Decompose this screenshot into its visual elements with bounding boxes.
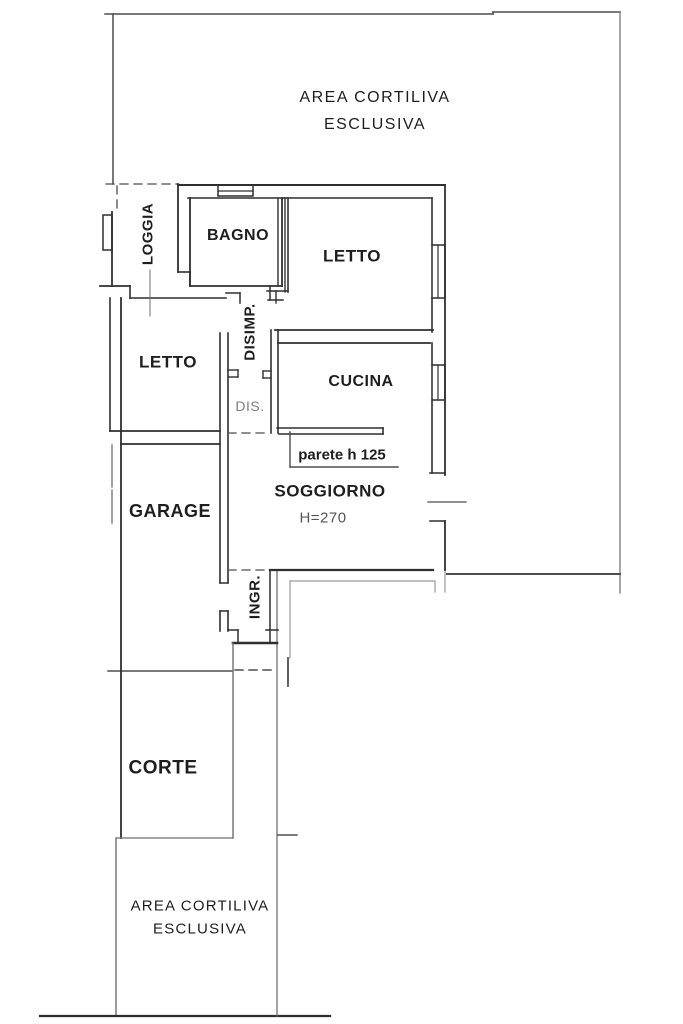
label-corte: CORTE (128, 757, 198, 779)
label-disimpegno: DISIMP. (241, 303, 259, 361)
label-area-cortiliva-bottom-2: ESCLUSIVA (153, 920, 247, 938)
label-area-cortiliva-bottom-1: AREA CORTILIVA (130, 897, 270, 915)
label-dis: DIS. (235, 398, 265, 414)
label-letto-nord: LETTO (323, 246, 381, 266)
label-loggia: LOGGIA (139, 202, 157, 266)
label-ingresso: INGR. (246, 574, 264, 620)
label-altezza-h270: H=270 (299, 509, 347, 527)
label-bagno: BAGNO (206, 227, 270, 244)
label-garage: GARAGE (128, 501, 212, 521)
label-cucina: CUCINA (328, 373, 394, 390)
label-area-cortiliva-top-1: AREA CORTILIVA (299, 89, 451, 106)
label-area-cortiliva-top-2: ESCLUSIVA (323, 116, 427, 133)
label-parete-h125: parete h 125 (298, 446, 386, 464)
label-soggiorno: SOGGIORNO (274, 481, 386, 501)
label-letto-ovest: LETTO (139, 352, 197, 372)
